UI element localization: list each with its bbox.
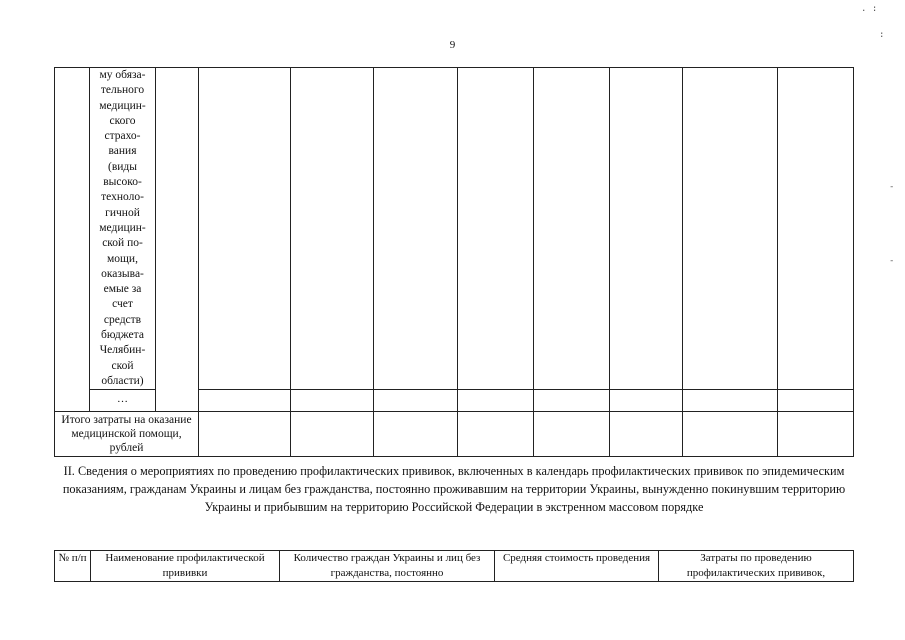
empty-cell (291, 390, 374, 412)
empty-cell (610, 68, 683, 390)
empty-cell (291, 68, 374, 390)
empty-cell (199, 412, 291, 457)
empty-cell (199, 68, 291, 390)
empty-cell (374, 412, 458, 457)
empty-cell (156, 68, 199, 412)
page-number: 9 (449, 39, 456, 51)
header-citizens-count: Количество граждан Украины и лиц без гражданства, постоянно (280, 551, 495, 582)
empty-cell (374, 68, 458, 390)
empty-cell (778, 390, 854, 412)
empty-cell (778, 68, 854, 390)
header-average-cost: Средняя стоимость проведения (495, 551, 659, 582)
category-cell (90, 68, 156, 390)
empty-cell (458, 390, 534, 412)
vaccination-table (54, 550, 854, 582)
empty-cell (534, 412, 610, 457)
empty-cell (291, 412, 374, 457)
empty-cell (534, 390, 610, 412)
scan-mark: . : (861, 4, 878, 14)
scan-mark: - (889, 256, 895, 266)
empty-cell (199, 390, 291, 412)
empty-cell (683, 68, 778, 390)
category-description: му обяза- тельного медицин- ского страхо- вания (виды высоко- техноло- гичной медицин- ской по- мощи, оказыва- емые за счет средств бюджета Челябин- ской области) (99, 69, 146, 387)
empty-cell (458, 412, 534, 457)
medical-costs-table (54, 67, 854, 457)
total-row-label: Итого затраты на оказание медицинской помощи, рублей (55, 412, 199, 457)
empty-cell (374, 390, 458, 412)
empty-cell (683, 412, 778, 457)
scan-mark: - (889, 182, 895, 192)
scan-mark: : (879, 30, 885, 40)
empty-cell (610, 412, 683, 457)
header-vaccination-name: Наименование профилактической прививки (91, 551, 280, 582)
ellipsis-cell: … (90, 390, 156, 412)
empty-cell (55, 68, 90, 412)
empty-cell (683, 390, 778, 412)
empty-cell (610, 390, 683, 412)
empty-cell (458, 68, 534, 390)
header-number: № п/п (55, 551, 91, 582)
section-heading: II. Сведения о мероприятиях по проведению профилактических прививок, включенных в календарь профилактических прививок по эпидемическим показаниям, гражданам Украины и лицам без гражданства, постоянно проживавшим на территории Украины, вынужденно покинувшим территорию Украины и прибывшим на территорию Российской Федерации в экстренном массовом порядке (62, 464, 846, 514)
empty-cell (534, 68, 610, 390)
header-vaccination-costs: Затраты по проведению профилактических прививок, (659, 551, 854, 582)
empty-cell (778, 412, 854, 457)
